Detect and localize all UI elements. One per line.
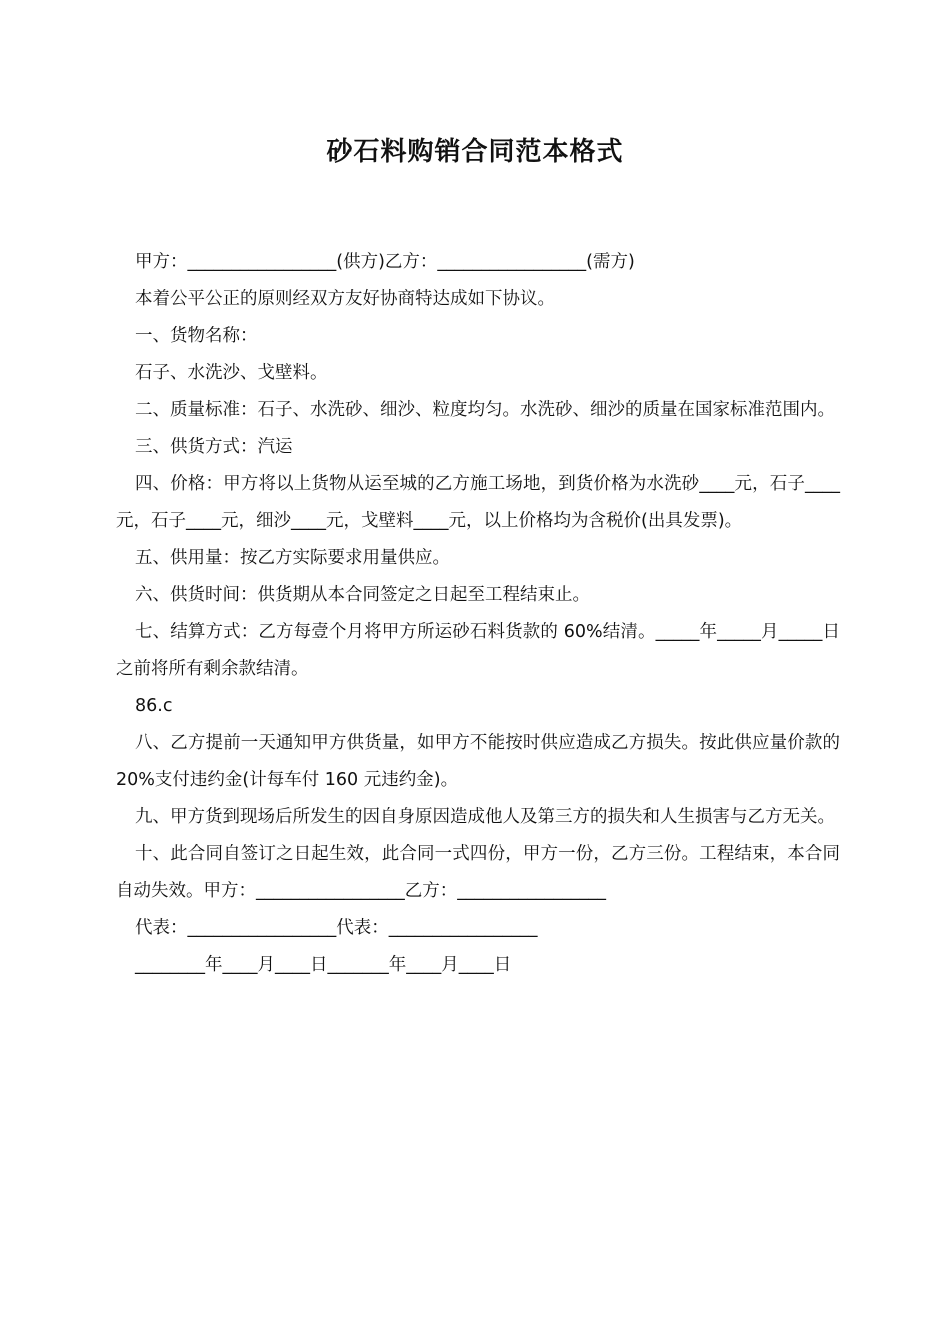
goods-list: 石子、水洗沙、戈壁料。	[135, 363, 328, 383]
clause-liability: 九、甲方货到现场后所发生的因自身原因造成他人及第三方的损失和人生损害与乙方无关。	[135, 807, 835, 827]
contract-body	[116, 244, 840, 984]
clause-effective: 十、此合同自签订之日起生效，此合同一式四份，甲方一份，乙方三份。工程结束，本合同自动失效。甲方：_________________乙方：_________________	[116, 844, 840, 901]
clause-penalty: 八、乙方提前一天通知甲方供货量，如甲方不能按时供应造成乙方损失。按此供应量价款的 20%支付违约金(计每车付 160 元违约金)。	[116, 733, 840, 790]
clause-goods-name: 一、货物名称：	[135, 326, 258, 346]
preamble: 本着公平公正的原则经双方友好协商特达成如下协议。	[135, 289, 555, 309]
clause-settlement: 七、结算方式：乙方每壹个月将甲方所运砂石料货款的 60%结清。_____年_____月_____日之前将所有剩余款结清。	[116, 622, 840, 679]
date-line: ________年____月____日_______年____月____日	[135, 955, 512, 975]
clause-delivery-method: 三、供货方式：汽运	[135, 437, 293, 457]
representatives-line: 代表：_________________代表：_________________	[135, 918, 538, 938]
document-title: 砂石料购销合同范本格式	[326, 137, 624, 167]
parties-line: 甲方：_________________(供方)乙方：_________________(需方)	[135, 252, 635, 272]
clause-quality: 二、质量标准：石子、水洗砂、细沙、粒度均匀。水洗砂、细沙的质量在国家标准范围内。	[135, 400, 835, 420]
clause-quantity: 五、供用量：按乙方实际要求用量供应。	[135, 548, 450, 568]
clause-price: 四、价格：甲方将以上货物从运至城的乙方施工场地，到货价格为水洗砂____元，石子____元，石子____元，细沙____元，戈壁料____元，以上价格均为含税价(出具发票)。	[116, 474, 840, 531]
clause-delivery-time: 六、供货时间：供货期从本合同签定之日起至工程结束止。	[135, 585, 590, 605]
stray-note: 86.c	[135, 696, 173, 716]
